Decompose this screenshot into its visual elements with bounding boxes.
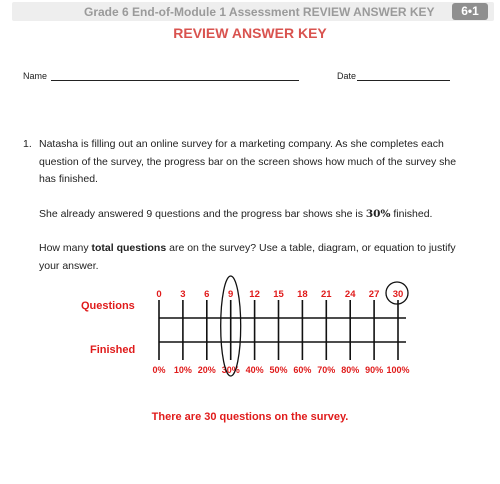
question-tick-label: 24 <box>344 289 356 300</box>
detail-end: finished. <box>390 207 433 220</box>
question-tick-label: 15 <box>273 289 284 300</box>
percent-tick-label: 80% <box>341 365 360 375</box>
percent-tick-label: 100% <box>386 365 410 375</box>
percent-tick-label: 70% <box>317 365 336 375</box>
ask-end: are on the survey? Use a table, diagram, or equation to justify your answer. <box>39 242 456 272</box>
problem-number: 1. <box>23 138 32 150</box>
percent-tick-label: 10% <box>173 365 192 375</box>
row-label-finished: Finished <box>90 344 136 356</box>
question-tick-label: 27 <box>368 289 380 300</box>
percent-tick-label: 0% <box>152 365 166 375</box>
module-badge: 6•1 <box>452 3 488 20</box>
question-tick-label: 9 <box>228 289 234 300</box>
detail-text: She already answered 9 questions and the progress bar shows she is <box>39 207 366 220</box>
question-tick-label: 18 <box>297 289 308 300</box>
percent-tick-label: 50% <box>269 365 288 375</box>
problem-intro: Natasha is filling out an online survey for a marketing company. As she completes each question of the survey, the progress bar on the screen shows how much of the survey she has finished. <box>39 138 457 185</box>
question-tick-label: 3 <box>180 289 186 300</box>
percent-tick-label: 40% <box>245 365 264 375</box>
answer-statement: There are 30 questions on the survey. <box>151 411 349 423</box>
question-tick-label: 6 <box>204 289 210 300</box>
row-label-questions: Questions <box>81 300 135 312</box>
percent-tick-label: 20% <box>197 365 216 375</box>
percent-value: 30% <box>365 207 391 220</box>
percent-tick-label: 30% <box>221 365 240 375</box>
question-tick-label: 12 <box>249 289 260 300</box>
review-title: REVIEW ANSWER KEY <box>173 25 327 41</box>
question-tick-label: 30 <box>392 289 404 300</box>
ask-text: How many <box>39 242 92 254</box>
question-tick-label: 21 <box>321 289 332 300</box>
name-label: Name <box>23 71 48 81</box>
percent-tick-label: 60% <box>293 365 312 375</box>
header-title: Grade 6 End-of-Module 1 Assessment REVIEW ANSWER KEY <box>84 5 435 19</box>
question-tick-label: 0 <box>156 289 162 300</box>
ask-emphasis: total questions <box>91 242 167 254</box>
date-label: Date <box>337 71 357 81</box>
percent-tick-label: 90% <box>365 365 384 375</box>
